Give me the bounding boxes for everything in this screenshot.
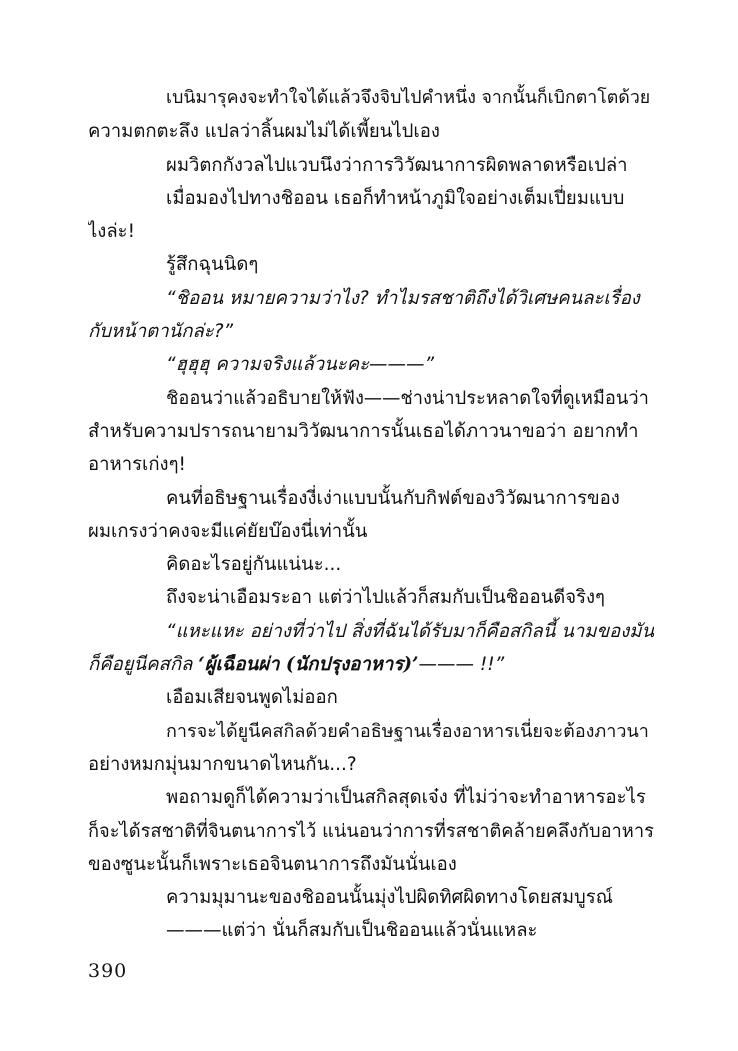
text-line: อย่างหมกมุ่นมากขนาดไหนกัน...? — [88, 753, 357, 775]
dialogue-line: “ฮุฮุฮุ ความจริงแล้วนะคะ———” — [166, 354, 435, 376]
text-line: คนที่อธิษฐานเรื่องงี่เง่าแบบนั้นกับกิฟต์ของวิวัฒนาการของ — [166, 487, 620, 509]
text-line: การจะได้ยูนีคสกิลด้วยคำอธิษฐานเรื่องอาหารเนี่ยจะต้องภาวนา — [166, 720, 649, 742]
text-line: ผมเกรงว่าคงจะมีแค่ยัยบ๊องนี่เท่านั้น — [88, 520, 368, 542]
text-line: พอถามดูก็ได้ความว่าเป็นสกิลสุดเจ๋ง ที่ไม่ว่าจะทำอาหารอะไร — [166, 787, 646, 809]
text-line: ความตกตะลึง แปลว่าลิ้นผมไม่ได้เพี้ยนไปเอง — [88, 121, 440, 143]
text-line: ถึงจะน่าเอือมระอา แต่ว่าไปแล้วก็สมกับเป็นชิออนดีจริงๆ — [166, 587, 605, 609]
page-number: 390 — [88, 960, 128, 982]
text-line: เอือมเสียจนพูดไม่ออก — [166, 687, 338, 709]
text-line: สำหรับความปรารถนายามวิวัฒนาการนั้นเธอได้ภาวนาขอว่า อยากทำ — [88, 420, 639, 442]
text-line: ความมุมานะของชิออนนั้นมุ่งไปผิดทิศผิดทางโดยสมบูรณ์ — [166, 887, 613, 909]
text-line: เบนิมารุคงจะทำใจได้แล้วจึงจิบไปคำหนึ่ง จากนั้นก็เบิกตาโตด้วย — [166, 88, 651, 108]
text-line: ผมวิตกกังวลไปแวบนึงว่าการวิวัฒนาการผิดพลาดหรือเปล่า — [166, 154, 628, 176]
text-line: เมื่อมองไปทางชิออน เธอก็ทำหน้าภูมิใจอย่างเต็มเปี่ยมแบบ — [166, 187, 625, 209]
text-line: อาหารเก่งๆ! — [88, 454, 186, 476]
text-line: คิดอะไรอยู่กันแน่นะ... — [166, 554, 342, 576]
text-line: ก็จะได้รสชาติที่จินตนาการไว้ แน่นอนว่าการที่รสชาติคล้ายคลึงกับอาหาร — [88, 820, 654, 842]
dialogue-line: “ชิออน หมายความว่าไง? ทำไมรสชาติถึงได้วิเศษคนละเรื่อง — [166, 287, 640, 309]
text-line: ———แต่ว่า นั่นก็สมกับเป็นชิออนแล้วนั่นแหละ — [166, 920, 538, 942]
text-line: ชิออนว่าแล้วอธิบายให้ฟัง——ช่างน่าประหลาดใจที่ดูเหมือนว่า — [166, 387, 649, 409]
text-line: ไงล่ะ! — [88, 221, 136, 243]
body-text — [88, 82, 654, 948]
text-line: รู้สึกฉุนนิดๆ — [166, 254, 259, 276]
dialogue-line: “แหะแหะ อย่างที่ว่าไป สิ่งที่ฉันได้รับมาก็คือสกิลนี้ นามของมัน — [166, 620, 654, 642]
text-line: ของซูนะนั้นก็เพราะเธอจินตนาการถึงมันนั่นเอง — [88, 853, 457, 875]
skill-name: ‘ผู้เฉือนผ่า (นักปรุงอาหาร)’ — [198, 654, 419, 676]
dialogue-line: กับหน้าตานักล่ะ?” — [88, 321, 234, 343]
dialogue-text: ก็คือยูนีคสกิล — [88, 654, 193, 676]
dialogue-text: ——— !!” — [418, 654, 505, 676]
dialogue-line — [88, 648, 654, 681]
